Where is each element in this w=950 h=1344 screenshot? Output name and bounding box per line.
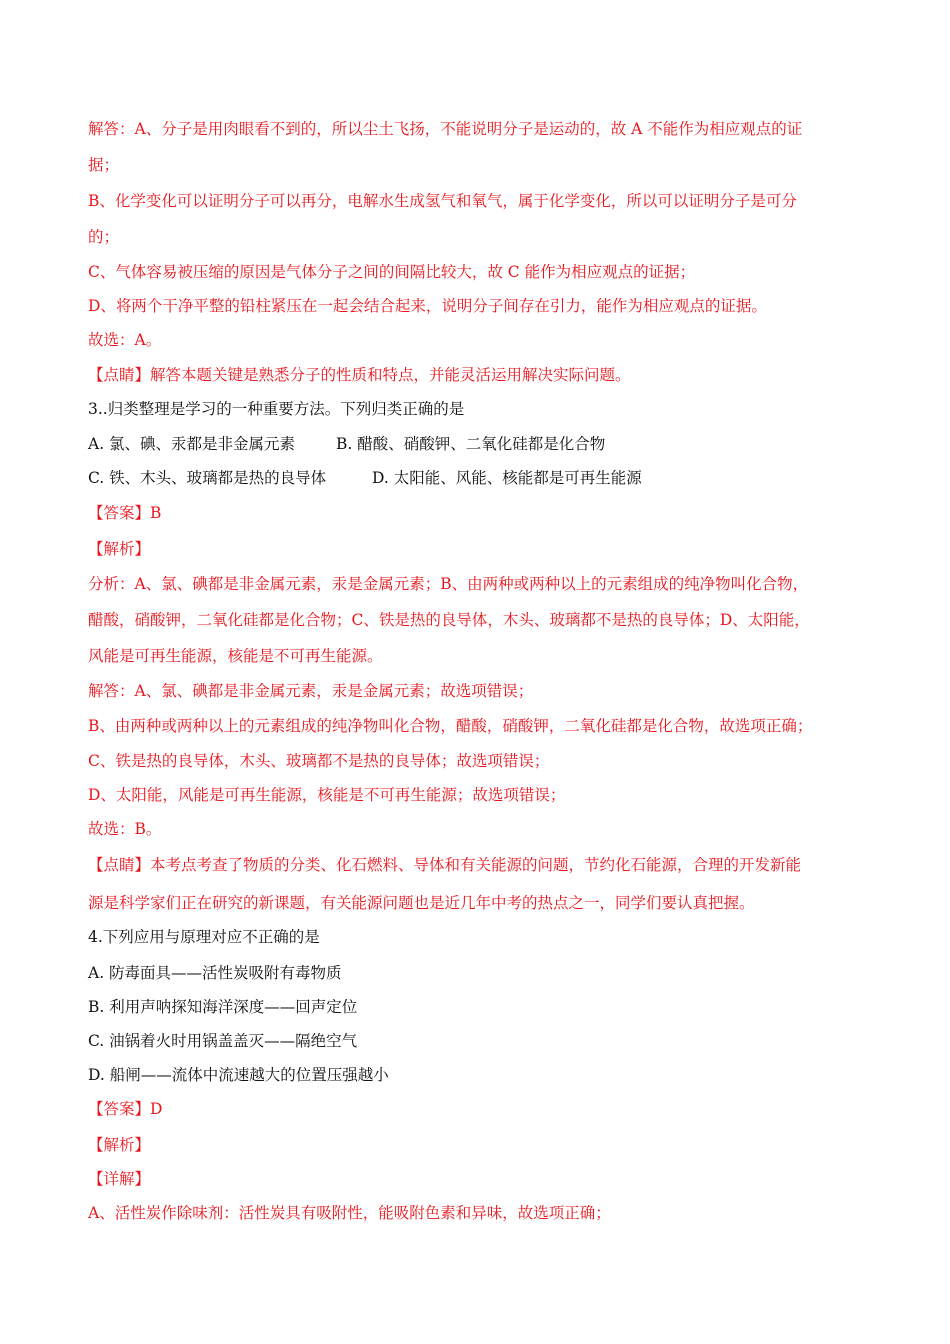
q4-analysis-heading: 【解析】 (88, 1136, 151, 1154)
q2-jieda-d: D、将两个干净平整的铅柱紧压在一起会结合起来，说明分子间存在引力，能作为相应观点的证据。 (88, 297, 767, 315)
q4-detail-heading: 【详解】 (88, 1170, 151, 1188)
q2-jieda-a-line2: 据； (88, 156, 120, 174)
q3-choice: 故选：B。 (88, 820, 162, 838)
q4-option-b: B. 利用声呐探知海洋深度——回声定位 (88, 998, 358, 1016)
q3-jieda-d: D、太阳能，风能是可再生能源，核能是不可再生能源；故选项错误； (88, 786, 566, 804)
q2-jieda-b-line2: 的； (88, 228, 120, 246)
q2-jieda-a-line1: 解答：A、分子是用肉眼看不到的，所以尘土飞扬，不能说明分子是运动的，故 A 不能作为相应观点的证 (88, 120, 803, 138)
q2-choice: 故选：A。 (88, 331, 162, 349)
q3-fenxi-line3: 风能是可再生能源，核能是不可再生能源。 (88, 647, 383, 665)
q3-dianjing-line1: 【点睛】本考点考查了物质的分类、化石燃料、导体和有关能源的问题，节约化石能源，合理的开发新能 (88, 856, 802, 874)
q3-jieda-a: 解答：A、氯、碘都是非金属元素，汞是金属元素；故选项错误； (88, 682, 534, 700)
q3-analysis-heading: 【解析】 (88, 540, 151, 558)
q3-options-row1 (88, 434, 605, 454)
q3-options-row2 (88, 468, 642, 488)
q3-stem: 3..归类整理是学习的一种重要方法。下列归类正确的是 (88, 400, 465, 418)
q2-dianjing: 【点睛】解答本题关键是熟悉分子的性质和特点，并能灵活运用解决实际问题。 (88, 366, 631, 384)
q4-option-a: A. 防毒面具——活性炭吸附有毒物质 (88, 964, 342, 982)
q4-option-d: D. 船闸——流体中流速越大的位置压强越小 (88, 1066, 389, 1084)
q3-option-c: C. 铁、木头、玻璃都是热的良导体 (88, 469, 327, 487)
q3-option-b: B. 醋酸、硝酸钾、二氧化硅都是化合物 (336, 435, 606, 453)
q3-option-d: D. 太阳能、风能、核能都是可再生能源 (372, 469, 642, 487)
q3-jieda-b: B、由两种或两种以上的元素组成的纯净物叫化合物，醋酸，硝酸钾，二氧化硅都是化合物，故选项正确； (88, 717, 813, 735)
q4-detail-a: A、活性炭作除味剂：活性炭具有吸附性，能吸附色素和异味，故选项正确； (88, 1204, 611, 1222)
q4-answer: 【答案】D (88, 1100, 163, 1118)
q2-jieda-b-line1: B、化学变化可以证明分子可以再分，电解水生成氢气和氧气，属于化学变化，所以可以证明分子是可分 (88, 192, 797, 210)
q3-fenxi-line2: 醋酸，硝酸钾，二氧化硅都是化合物；C、铁是热的良导体，木头、玻璃都不是热的良导体；D、太阳能， (88, 611, 810, 629)
q3-dianjing-line2: 源是科学家们正在研究的新课题，有关能源问题也是近几年中考的热点之一，同学们要认真把握。 (88, 894, 755, 912)
q3-fenxi-line1: 分析：A、氯、碘都是非金属元素，汞是金属元素；B、由两种或两种以上的元素组成的纯净物叫化合物， (88, 575, 809, 593)
q4-stem: 4.下列应用与原理对应不正确的是 (88, 928, 320, 946)
q3-answer: 【答案】B (88, 504, 162, 522)
q2-jieda-c: C、气体容易被压缩的原因是气体分子之间的间隔比较大，故 C 能作为相应观点的证据； (88, 263, 696, 281)
q4-option-c: C. 油锅着火时用锅盖盖灭——隔绝空气 (88, 1032, 358, 1050)
q3-jieda-c: C、铁是热的良导体，木头、玻璃都不是热的良导体；故选项错误； (88, 752, 550, 770)
q3-option-a: A. 氯、碘、汞都是非金属元素 (88, 435, 296, 453)
